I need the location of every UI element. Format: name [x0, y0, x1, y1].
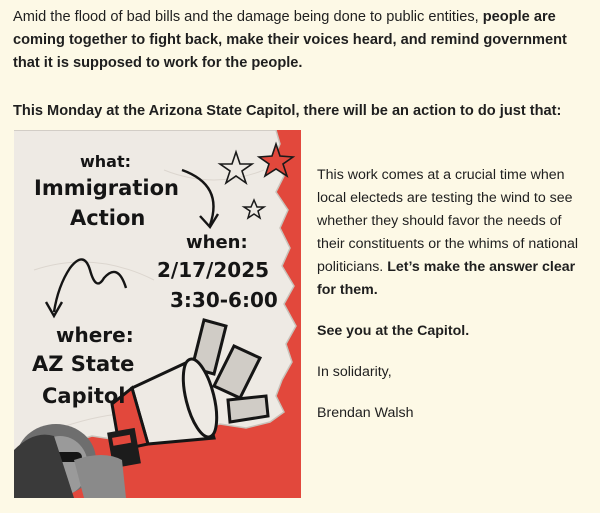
flyer-what-line-1: Immigration: [34, 176, 179, 200]
side-text-column: [317, 164, 592, 425]
flyer-what-label: what:: [80, 152, 132, 171]
intro-text: Amid the flood of bad bills and the damage being done to public entities,: [13, 9, 483, 25]
flyer-when-date: 2/17/2025: [157, 258, 270, 282]
flyer-where-line-2: Capitol: [42, 384, 126, 408]
flyer-where-line-1: AZ State: [32, 352, 135, 376]
announcement-line: This Monday at the Arizona State Capitol, there will be an action to do just that:: [13, 103, 562, 119]
see-you-line: See you at the Capitol.: [317, 323, 470, 339]
intro-bold-text: people are coming together to fight back, make their voices heard, and remind government that it is supposed to work for the people.: [13, 9, 567, 71]
work-text: This work comes at a crucial time when local electeds are testing the wind to see whether they should favor the needs of their constituents or the whims of national politicians.: [317, 167, 579, 275]
work-paragraph: [317, 164, 592, 302]
work-bold-text: Let’s make the answer clear for them.: [317, 259, 576, 298]
flyer-when-label: when:: [186, 232, 248, 253]
flyer-what-line-2: Action: [70, 206, 146, 230]
closing-line: In solidarity,: [317, 364, 392, 380]
flyer-where-label: where:: [56, 323, 134, 347]
flyer-when-time: 3:30-6:00: [170, 288, 278, 312]
intro-paragraph: [13, 6, 589, 75]
event-flyer-image: [14, 130, 301, 498]
signature-name: Brendan Walsh: [317, 405, 414, 421]
